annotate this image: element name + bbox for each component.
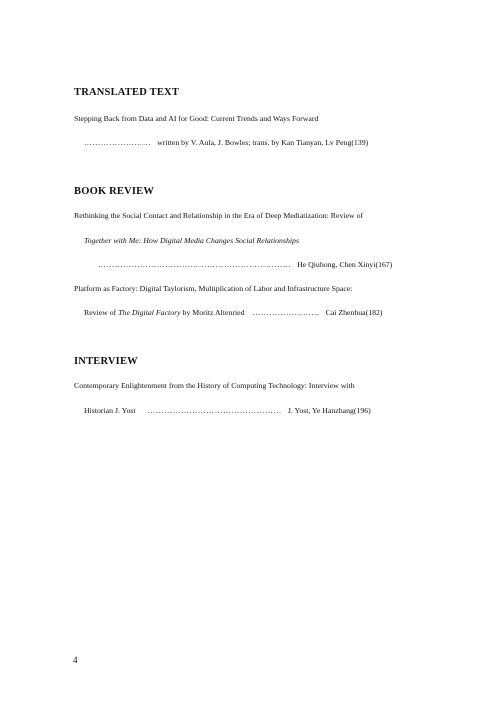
entry-title-italic: Together with Me: How Digital Media Changes Social Relationships (84, 236, 299, 245)
leader-dots: …………………… (252, 308, 320, 317)
entry-authors: Cai Zhenhua(182) (325, 308, 383, 317)
entry-title: Platform as Factory: Digital Taylorism, Multiplication of Labor and Infrastructure Space: (74, 284, 353, 293)
entry-byline (84, 309, 383, 317)
page-number: 4 (73, 655, 78, 665)
leader-dots: ………………………………………… (147, 406, 282, 415)
entry-authors: written by V. Aula, J. Bowles; trans. by Kan Tianyan, Lv Peng(139) (157, 138, 369, 147)
entry-title: Stepping Back from Data and AI for Good: Current Trends and Ways Forward (74, 114, 319, 123)
entry-byline (98, 261, 392, 269)
entry-byline (84, 139, 368, 147)
entry-title-suffix: by Moritz Altenried (180, 308, 245, 317)
section-heading-book-review: BOOK REVIEW (74, 186, 155, 197)
section-heading-interview: INTERVIEW (74, 356, 138, 367)
entry-authors: He Qiuhong, Chen Xinyi(167) (297, 260, 393, 269)
entry-byline (84, 407, 371, 415)
leader-dots: …………………………………………………………… (98, 260, 292, 269)
leader-dots: …………………… (84, 138, 152, 147)
entry-title: Contemporary Enlightenment from the History of Computing Technology: Interview with (74, 381, 355, 390)
entry-title: Rethinking the Social Contact and Relationship in the Era of Deep Mediatization: Review of (74, 211, 364, 220)
entry-title-italic: The Digital Factory (118, 308, 181, 317)
section-heading-translated-text: TRANSLATED TEXT (74, 87, 180, 98)
entry-authors: J. Yost, Ye Hanzhang(196) (287, 406, 371, 415)
entry-title-prefix: Review of (84, 308, 119, 317)
entry-title-continued: Historian J. Yost (84, 406, 136, 415)
